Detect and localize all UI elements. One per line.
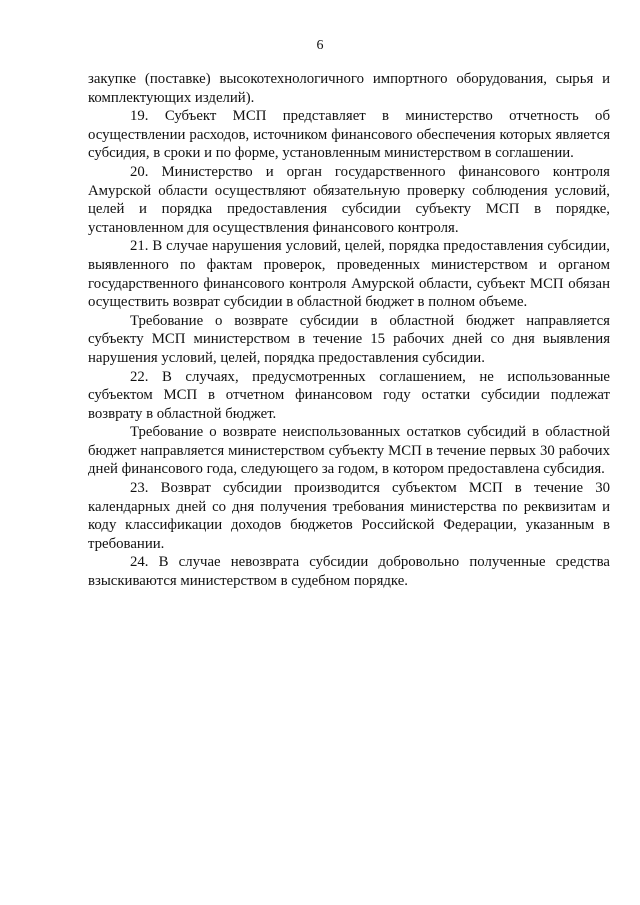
- paragraph-item-21: 21. В случае нарушения условий, целей, порядка предоставления субсидии, выявленного по фактам проверок, проведенных министерством и органом государственного финансового контроля Амурской области, субъект МСП обязан осуществить возврат субсидии в областной бюджет в полном объеме.: [88, 238, 610, 311]
- paragraph-item-21-requirement: Требование о возврате субсидии в областной бюджет направляется субъекту МСП министерством в течение 15 рабочих дней со дня выявления нарушения условий, целей, порядка предоставления субсидии.: [88, 312, 610, 366]
- paragraph-item-22: 22. В случаях, предусмотренных соглашением, не использованные субъектом МСП в отчетном финансовом году остатки субсидии подлежат возврату в областной бюджет.: [88, 368, 610, 422]
- paragraph-item-24: 24. В случае невозврата субсидии добровольно полученные средства взыскиваются министерством в судебном порядке.: [88, 554, 610, 590]
- paragraph-item-20: 20. Министерство и орган государственного финансового контроля Амурской области осуществляют обязательную проверку соблюдения условий, целей и порядка предоставления субсидии субъекту МСП в порядке, установленном для осуществления финансового контроля.: [88, 163, 610, 236]
- paragraph-item-22-requirement: Требование о возврате неиспользованных остатков субсидий в областной бюджет направляется министерством субъекту МСП в течение первых 30 рабочих дней финансового года, следующего за годом, в котором предоставлена субсидия.: [88, 424, 610, 478]
- document-body: [88, 70, 610, 591]
- page-number: 6: [316, 38, 324, 53]
- paragraph-item-19: 19. Субъект МСП представляет в министерство отчетность об осуществлении расходов, источником финансового обеспечения которых является субсидия, в сроки и по форме, установленным министерством в соглашении.: [88, 108, 610, 162]
- paragraph-item-23: 23. Возврат субсидии производится субъектом МСП в течение 30 календарных дней со дня получения требования министерства по реквизитам и коду классификации доходов бюджетов Российской Федерации, указанным в требовании.: [88, 480, 610, 552]
- paragraph-continuation: закупке (поставке) высокотехнологичного импортного оборудования, сырья и комплектующих изделий).: [88, 71, 610, 106]
